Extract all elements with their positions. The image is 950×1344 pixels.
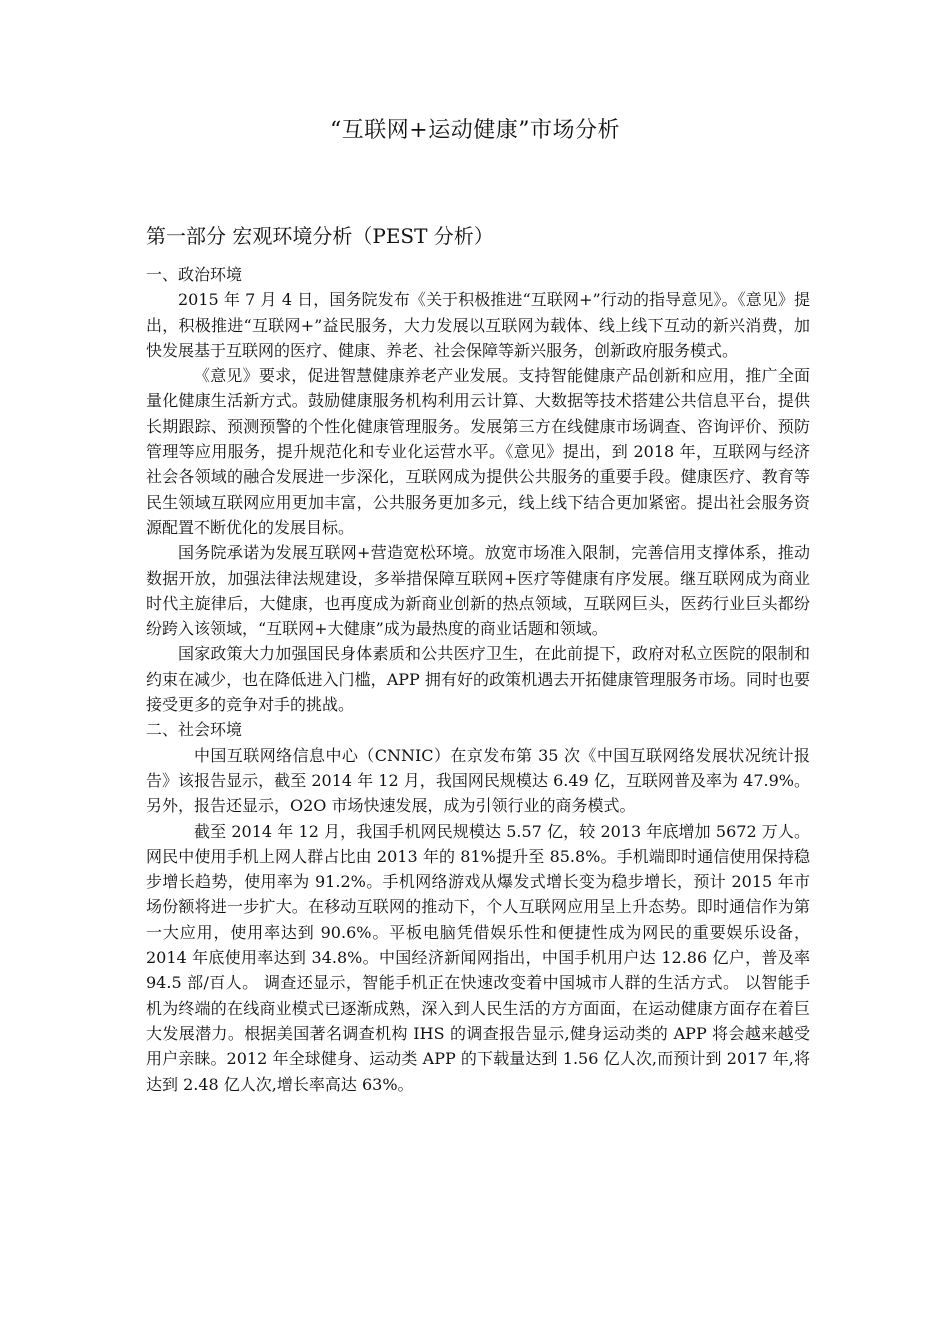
part-heading: 第一部分 宏观环境分析（PEST 分析）	[146, 224, 494, 248]
paragraph: 中国互联网络信息中心（CNNIC）在京发布第 35 次《中国互联网络发展状况统计报告》该报告显示，截至 2014 年 12 月，我国网民规模达 6.49 亿，互联网普及率为 47.9%。另外，报告还显示，O2O 市场快速发展，成为引领行业的商务模式。	[146, 745, 810, 816]
document-title: “互联网+运动健康”市场分析	[330, 118, 620, 143]
paragraph: 《意见》要求，促进智慧健康养老产业发展。支持智能健康产品创新和应用，推广全面量化健康生活新方式。鼓励健康服务机构利用云计算、大数据等技术搭建公共信息平台，提供长期跟踪、预测预警的个性化健康管理服务。发展第三方在线健康市场调查、咨询评价、预防管理等应用服务，提升规范化和专业化运营水平。《意见》提出，到 2018 年，互联网与经济社会各领域的融合发展进一步深化，互联网成为提供公共服务的重要手段。健康医疗、教育等民生领域互联网应用更加丰富，公共服务更加多元，线上线下结合更加紧密。提出社会服务资源配置不断优化的发展目标。	[146, 366, 810, 537]
paragraph: 国家政策大力加强国民身体素质和公共医疗卫生，在此前提下，政府对私立医院的限制和约束在减少，也在降低进入门槛，APP 拥有好的政策机遇去开拓健康管理服务市场。同时也要接受更多的竞争对手的挑战。	[146, 644, 810, 715]
section-heading-society: 二、社会环境	[146, 720, 243, 740]
document-body	[146, 262, 810, 1097]
paragraph: 2015 年 7 月 4 日，国务院发布《关于积极推进“互联网+”行动的指导意见》。《意见》提出，积极推进“互联网+”益民服务，大力发展以互联网为载体、线上线下互动的新兴消费，加快发展基于互联网的医疗、健康、养老、社会保障等新兴服务，创新政府服务模式。	[146, 290, 810, 360]
paragraph: 截至 2014 年 12 月，我国手机网民规模达 5.57 亿，较 2013 年底增加 5672 万人。网民中使用手机上网人群占比由 2013 年的 81%提升至 85.8%。手机端即时通信使用保持稳步增长趋势，使用率为 91.2%。手机网络游戏从爆发式增长变为稳步增长，预计 2015 年市场份额将进一步扩大。在移动互联网的推动下，个人互联网应用呈上升态势。即时通信作为第一大应用，使用率达到 90.6%。平板电脑凭借娱乐性和便捷性成为网民的重要娱乐设备， 2014 年底使用率达到 34.8%。中国经济新闻网指出，中国手机用户达 12.86 亿户，普及率 94.5 部/百人。 调查还显示，智能手机正在快速改变着中国城市人群的生活方式。 以智能手机为终端的在线商业模式已逐渐成熟，深入到人民生活的方方面面，在运动健康方面存在着巨大发展潜力。根据美国著名调查机构 IHS 的调查报告显示,健身运动类的 APP 将会越来越受用户亲睐。2012 年全球健身、运动类 APP 的下载量达到 1.56 亿人次,而预计到 2017 年,将达到 2.48 亿人次,增长率高达 63%。	[146, 821, 810, 1094]
paragraph: 国务院承诺为发展互联网+营造宽松环境。放宽市场准入限制，完善信用支撑体系，推动数据开放，加强法律法规建设，多举措保障互联网+医疗等健康有序发展。继互联网成为商业时代主旋律后，大健康，也再度成为新商业创新的热点领域，互联网巨头，医药行业巨头都纷纷跨入该领域，“互联网+大健康”成为最热度的商业话题和领域。	[146, 543, 810, 639]
section-heading-politics: 一、政治环境	[146, 265, 243, 284]
